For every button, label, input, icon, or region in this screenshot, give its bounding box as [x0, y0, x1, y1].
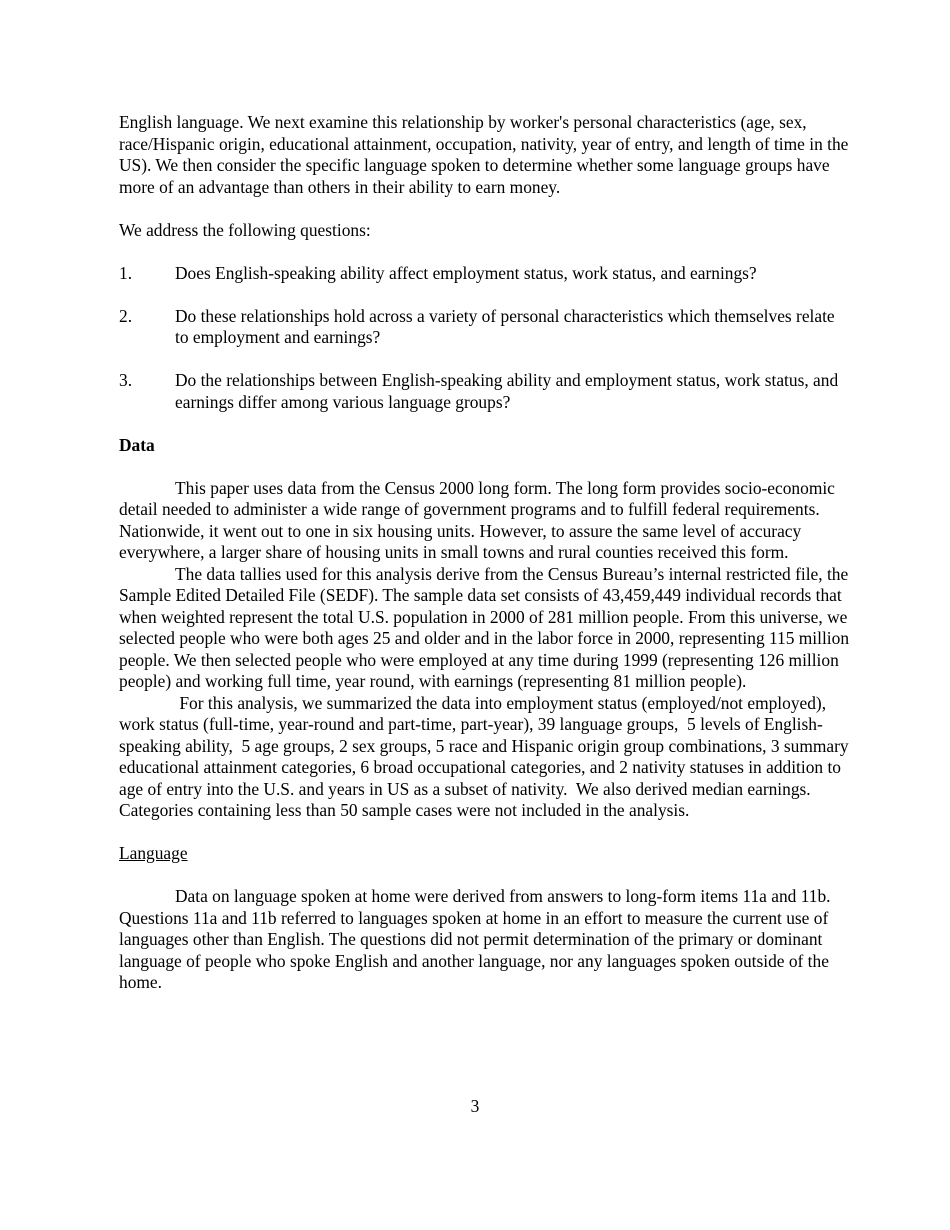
list-item-text: Do the relationships between English-speaking ability and employment status, work status, and earnings differ among various language groups?: [175, 370, 839, 412]
list-item-text: Does English-speaking ability affect employment status, work status, and earnings?: [175, 262, 757, 283]
language-section-heading: Language: [119, 843, 188, 863]
list-item: [119, 306, 851, 349]
list-item: [119, 263, 851, 285]
data-paragraph-2: The data tallies used for this analysis derive from the Census Bureau’s internal restricted file, the Sample Edited Detailed File (SEDF). The sample data set consists of 43,459,449 individual records that when weighted represent the total U.S. population in 2000 of 281 million people. From this universe, we selected people who were both ages 25 and older and in the labor force in 2000, representing 115 million people. We then selected people who were employed at any time during 1999 (representing 126 million people) and working full time, year round, with earnings (representing 81 million people).: [119, 563, 850, 691]
page-number: 3: [470, 1096, 480, 1116]
data-paragraph-3: For this analysis, we summarized the data into employment status (employed/not employed), work status (full-time, year-round and part-time, part-year), 39 language groups, 5 levels of English-speaking ability, 5 age groups, 2 sex groups, 5 race and Hispanic origin group combinations, 3 summary educational attainment categories, 6 broad occupational categories, and 2 nativity statuses in addition to age of entry into the U.S. and years in US as a subset of nativity. We also derived median earnings. Categories containing less than 50 sample cases were not included in the analysis.: [119, 692, 853, 820]
questions-list: [119, 263, 851, 414]
list-item-text: Do these relationships hold across a variety of personal characteristics which themselves relate to employment and earnings?: [175, 305, 835, 347]
data-paragraph-1: This paper uses data from the Census 2000 long form. The long form provides socio-economic detail needed to administer a wide range of government programs and to fulfill federal requirements. Nationwide, it went out to one in six housing units. However, to assure the same level of accuracy everywhere, a larger share of housing units in small towns and rural counties received this form.: [119, 477, 835, 562]
list-item-number: 3.: [119, 370, 133, 390]
page-body: [119, 112, 851, 994]
list-item: [119, 370, 851, 413]
data-section-heading: Data: [119, 434, 155, 455]
list-item-number: 2.: [119, 305, 133, 326]
intro-paragraph: English language. We next examine this relationship by worker's personal characteristics (age, sex, race/Hispanic origin, educational attainment, occupation, nativity, year of entry, and length of time in the US). We then consider the specific language spoken to determine whether some language groups have more of an advantage than others in their ability to earn money.: [119, 112, 849, 197]
questions-intro: We address the following questions:: [119, 219, 371, 240]
list-item-number: 1.: [119, 262, 133, 283]
language-paragraph: Data on language spoken at home were derived from answers to long-form items 11a and 11b. Questions 11a and 11b referred to languages spoken at home in an effort to measure the current use of languages other than English. The questions did not permit determination of the primary or dominant language of people who spoke English and another language, nor any languages spoken outside of the home.: [119, 886, 831, 992]
